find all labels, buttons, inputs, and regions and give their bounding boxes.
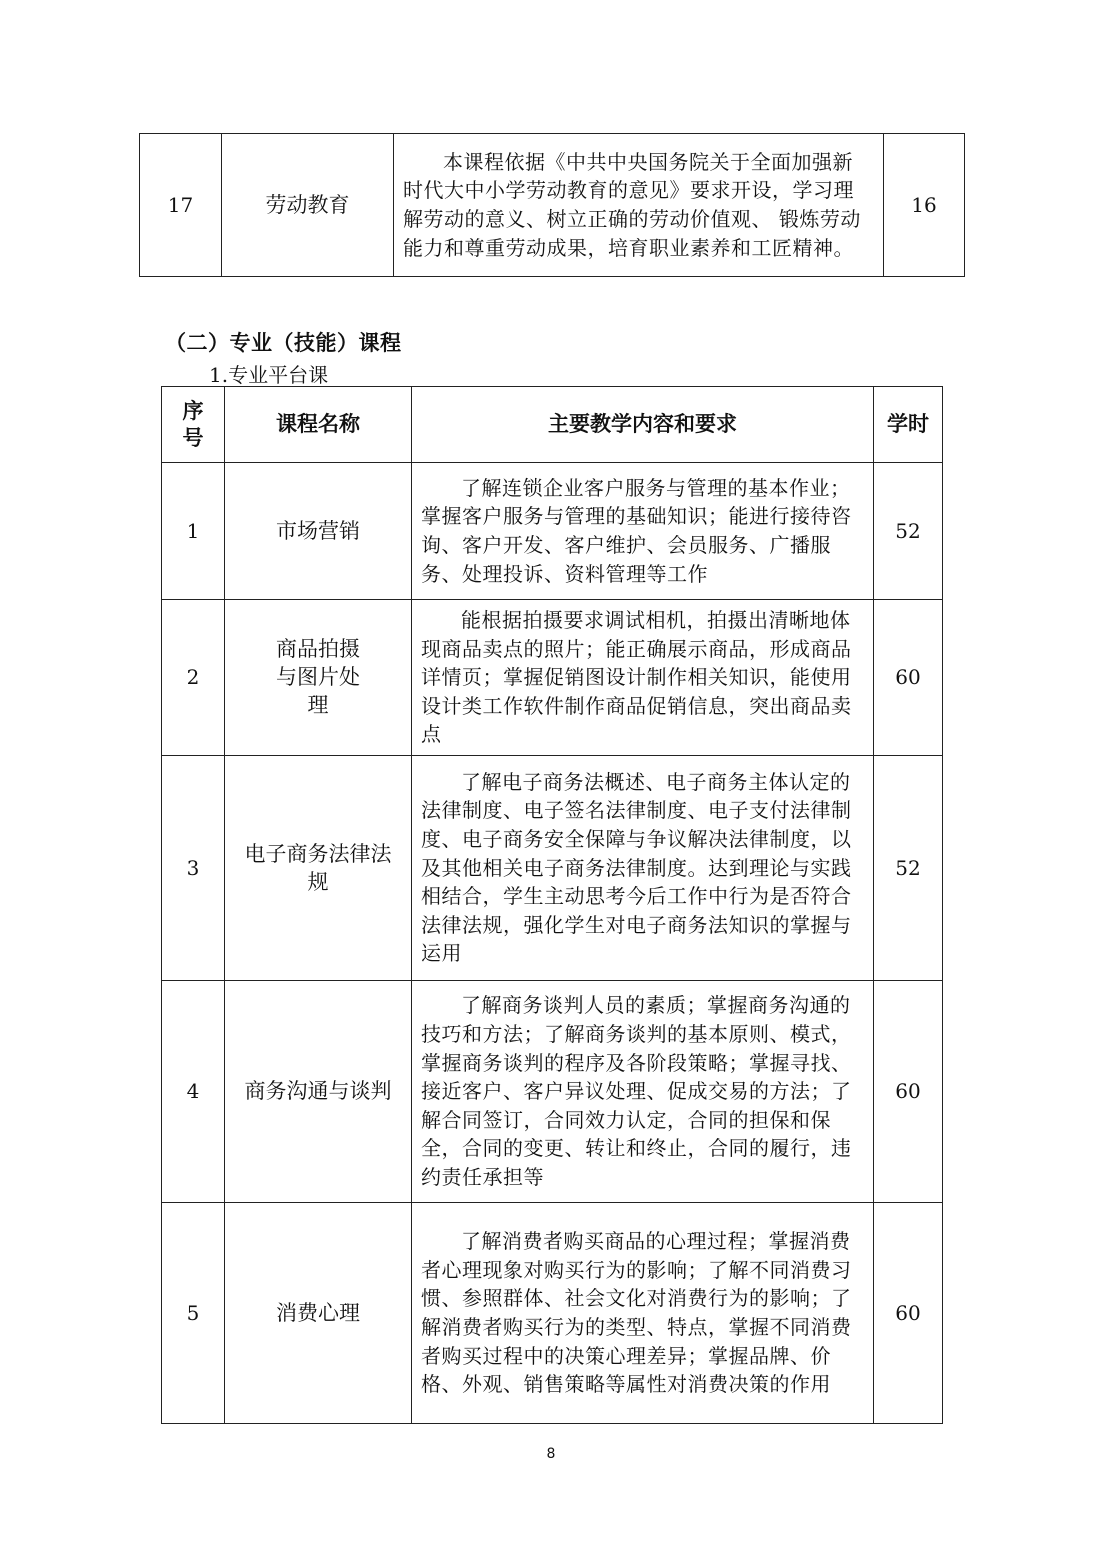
row-number: 3	[162, 755, 225, 980]
header-number	[162, 387, 225, 463]
table-row	[162, 463, 943, 600]
table-row	[162, 755, 943, 980]
header-number-label: 序号	[182, 398, 204, 450]
table-row	[140, 134, 965, 277]
course-hours: 52	[874, 755, 943, 980]
course-content: 了解连锁企业客户服务与管理的基本作业；掌握客户服务与管理的基础知识；能进行接待咨询、客户开发、客户维护、会员服务、广播服务、处理投诉、资料管理等工作	[412, 463, 874, 600]
course-name	[225, 755, 412, 980]
course-name-label: 商品拍摄与图片处理	[276, 637, 360, 718]
course-hours: 60	[874, 600, 943, 756]
header-hours: 学时	[874, 387, 943, 463]
row-number: 17	[140, 134, 222, 277]
course-content: 了解电子商务法概述、电子商务主体认定的法律制度、电子签名法律制度、电子支付法律制度、电子商务安全保障与争议解决法律制度，以及其他相关电子商务法律制度。达到理论与实践相结合，学生主动思考今后工作中行为是否符合法律法规，强化学生对电子商务法知识的掌握与运用	[412, 755, 874, 980]
page-number: 8	[546, 1446, 556, 1462]
table-row	[162, 980, 943, 1202]
professional-platform-course-table	[161, 386, 943, 1424]
course-name: 市场营销	[225, 463, 412, 600]
course-hours: 60	[874, 980, 943, 1202]
course-name	[225, 600, 412, 756]
table-header-row	[162, 387, 943, 463]
row-number: 1	[162, 463, 225, 600]
table-row	[162, 600, 943, 756]
table-row	[162, 1202, 943, 1423]
course-name: 商务沟通与谈判	[225, 980, 412, 1202]
course-content: 了解商务谈判人员的素质；掌握商务沟通的技巧和方法；了解商务谈判的基本原则、模式，掌握商务谈判的程序及各阶段策略；掌握寻找、接近客户、客户异议处理、促成交易的方法；了解合同签订，合同效力认定，合同的担保和保全，合同的变更、转让和终止，合同的履行，违约责任承担等	[412, 980, 874, 1202]
row-number: 5	[162, 1202, 225, 1423]
header-course-name: 课程名称	[225, 387, 412, 463]
course-name: 消费心理	[225, 1202, 412, 1423]
row-number: 2	[162, 600, 225, 756]
labor-education-table	[139, 133, 965, 277]
course-content: 本课程依据《中共中央国务院关于全面加强新时代大中小学劳动教育的意见》要求开设，学习理解劳动的意义、树立正确的劳动价值观、 锻炼劳动能力和尊重劳动成果，培育职业素养和工匠精神。	[394, 134, 884, 277]
course-content: 了解消费者购买商品的心理过程；掌握消费者心理现象对购买行为的影响；了解不同消费习惯、参照群体、社会文化对消费行为的影响；了解消费者购买行为的类型、特点，掌握不同消费者购买过程中的决策心理差异；掌握品牌、价格、外观、销售策略等属性对消费决策的作用	[412, 1202, 874, 1423]
course-name: 劳动教育	[222, 134, 394, 277]
course-content: 能根据拍摄要求调试相机，拍摄出清晰地体现商品卖点的照片；能正确展示商品，形成商品详情页；掌握促销图设计制作相关知识，能使用设计类工作软件制作商品促销信息，突出商品卖点	[412, 600, 874, 756]
course-hours: 16	[884, 134, 965, 277]
row-number: 4	[162, 980, 225, 1202]
subsection-title: 1.专业平台课	[209, 363, 329, 387]
course-name-label: 电子商务法律法规	[244, 841, 392, 894]
course-hours: 52	[874, 463, 943, 600]
header-content: 主要教学内容和要求	[412, 387, 874, 463]
course-hours: 60	[874, 1202, 943, 1423]
section-title: （二）专业（技能）课程	[165, 331, 402, 355]
